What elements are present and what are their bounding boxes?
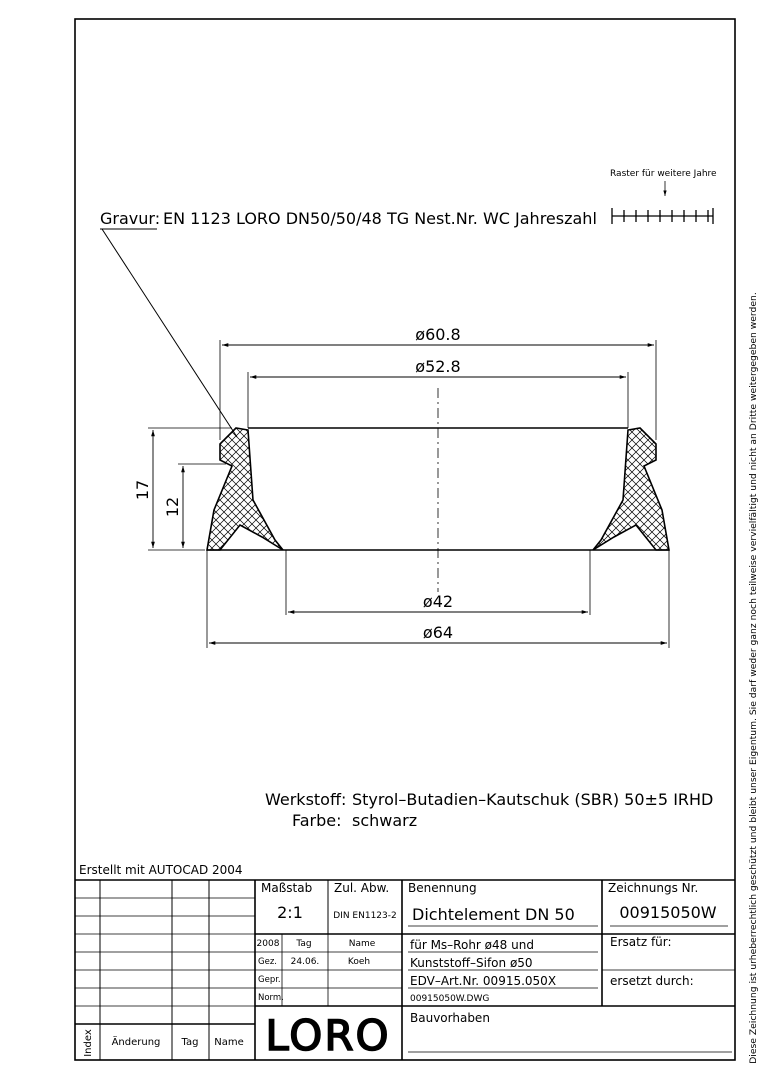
color-value: schwarz — [352, 811, 418, 830]
engraving-text: EN 1123 LORO DN50/50/48 TG Nest.Nr. WC Jahreszahl — [163, 209, 597, 228]
file-name: 00915050W.DWG — [410, 994, 490, 1004]
engraving-leader — [102, 229, 237, 437]
project-label: Bauvorhaben — [410, 1011, 490, 1025]
year-raster — [612, 208, 713, 224]
created-with: Erstellt mit AUTOCAD 2004 — [79, 863, 243, 877]
material-label: Werkstoff: — [265, 790, 347, 809]
drawing-no-label: Zeichnungs Nr. — [608, 881, 699, 895]
dim-height-inner: 12 — [163, 496, 182, 518]
raster-label: Raster für weitere Jahre — [610, 169, 717, 179]
loro-logo: LORO — [265, 1011, 391, 1060]
dim-d-inner-top: ø52.8 — [415, 357, 461, 376]
edv-no: EDV–Art.Nr. 00915.050X — [410, 974, 557, 988]
copyright-note: Diese Zeichnung ist urheberrechtlich geschützt und bleibt unser Eigentum. Sie darf weder ganz noch teilweise vervielfältigt und nicht an Dritte weitergegeben werden. — [748, 292, 759, 1064]
desc-line1: für Ms–Rohr ø48 und — [410, 938, 534, 952]
drawing-no-value: 00915050W — [619, 903, 717, 922]
material-value: Styrol–Butadien–Kautschuk (SBR) 50±5 IRHD — [352, 790, 714, 809]
checked-label: Gepr. — [258, 975, 281, 985]
tolerance-value: DIN EN1123-2 — [333, 911, 397, 921]
color-label: Farbe: — [292, 811, 342, 830]
drawn-label: Gez. — [258, 957, 277, 967]
tolerance-label: Zul. Abw. — [334, 881, 390, 895]
drawn-date: 24.06. — [290, 957, 320, 967]
name-header: Name — [348, 939, 376, 949]
name-value: Dichtelement DN 50 — [412, 905, 575, 924]
replacement-for-label: Ersatz für: — [610, 935, 672, 949]
dim-d-outer-bottom: ø64 — [422, 623, 454, 642]
dim-d-inner-bottom: ø42 — [422, 592, 454, 611]
dim-d-outer-top: ø60.8 — [415, 325, 461, 344]
engraving-label: Gravur: — [100, 209, 161, 228]
name-label: Benennung — [408, 881, 477, 895]
day-header: Tag — [296, 939, 312, 949]
change-label: Änderung — [111, 1037, 161, 1048]
index-label: Index — [83, 1029, 94, 1057]
seal-section-right — [593, 428, 669, 550]
change-tag-label: Tag — [181, 1037, 199, 1048]
desc-line2: Kunststoff–Sifon ø50 — [410, 956, 533, 970]
dim-height-total: 17 — [133, 479, 152, 501]
seal-section-left — [207, 428, 283, 550]
norm-label: Norm. — [258, 993, 284, 1003]
year-value: 2008 — [256, 939, 280, 949]
replaced-by-label: ersetzt durch: — [610, 974, 694, 988]
change-name-label: Name — [214, 1037, 244, 1048]
scale-value: 2:1 — [277, 903, 303, 922]
drawn-name: Koeh — [347, 957, 371, 967]
scale-label: Maßstab — [261, 881, 313, 895]
